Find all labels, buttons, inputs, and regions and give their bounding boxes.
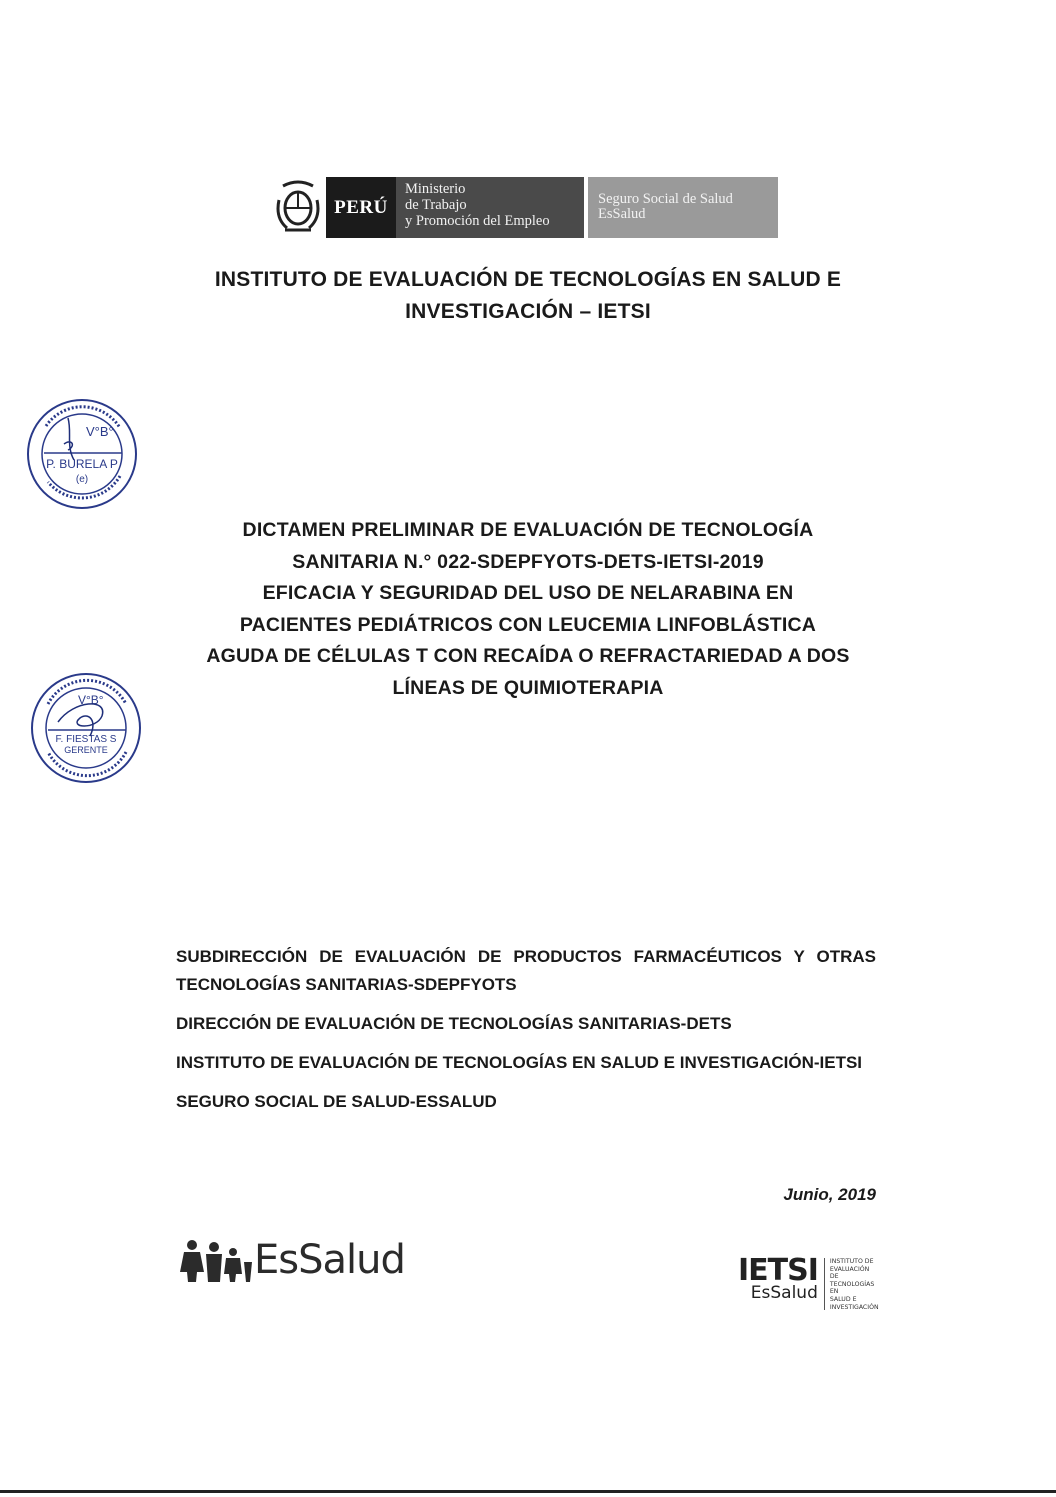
ietsi-small-line: SALUD E: [829, 1295, 857, 1303]
stamp-note-text: (e): [75, 474, 89, 485]
ministry-line: Ministerio: [405, 181, 466, 197]
dictamen-line: DICTAMEN PRELIMINAR DE EVALUACIÓN DE TECNOLOGÍA: [242, 519, 814, 541]
institute-title-line: INVESTIGACIÓN – IETSI: [405, 300, 651, 323]
signature-icon: [58, 704, 103, 736]
credit-subdireccion: SUBDIRECCIÓN DE EVALUACIÓN DE PRODUCTOS FARMACÉUTICOS Y OTRAS TECNOLOGÍAS SANITARIAS-SDEPFYOTS: [176, 947, 876, 994]
ministry-line: y Promoción del Empleo: [405, 213, 550, 229]
official-stamp-icon: [28, 670, 144, 791]
institute-title-line: INSTITUTO DE EVALUACIÓN DE TECNOLOGÍAS EN SALUD E: [214, 268, 842, 291]
dictamen-line: PACIENTES PEDIÁTRICOS CON LEUCEMIA LINFOBLÁSTICA: [239, 613, 817, 636]
ietsi-small-line: INVESTIGACIÓN: [829, 1303, 879, 1311]
ietsi-full-name: [830, 1256, 880, 1311]
official-stamp-icon: [24, 396, 140, 517]
stamp-vb-text: V°B°: [78, 693, 104, 707]
dictamen-line: AGUDA DE CÉLULAS T CON RECAÍDA O REFRACTARIEDAD A DOS: [206, 645, 850, 668]
institute-title: [0, 264, 1056, 328]
stamp-name-text: P. BURELA P: [46, 457, 118, 471]
credit-direccion: DIRECCIÓN DE EVALUACIÓN DE TECNOLOGÍAS SANITARIAS-DETS: [176, 1014, 732, 1033]
stamp-name-text: F. FIESTAS S: [55, 734, 117, 745]
government-header-banner: [270, 177, 778, 238]
ministry-label: [396, 177, 584, 238]
ietsi-small-line: INSTITUTO DE: [829, 1258, 874, 1265]
dictamen-line: SANITARIA N.° 022-SDEPFYOTS-DETS-IETSI-2019: [292, 550, 764, 573]
page-bottom-edge: [0, 1490, 1056, 1493]
agency-line: EsSalud: [598, 206, 646, 222]
essalud-logo: [180, 1238, 405, 1282]
ministry-line: de Trabajo: [405, 197, 467, 213]
credit-instituto: INSTITUTO DE EVALUACIÓN DE TECNOLOGÍAS EN SALUD E INVESTIGACIÓN-IETSI: [176, 1053, 863, 1072]
agency-label: [588, 177, 778, 238]
ietsi-small-line: TECNOLOGÍAS EN: [829, 1280, 875, 1296]
ietsi-wordmark: IETSI: [738, 1253, 818, 1288]
credit-seguro: SEGURO SOCIAL DE SALUD-ESSALUD: [176, 1092, 497, 1111]
ietsi-small-line: EVALUACIÓN DE: [829, 1265, 870, 1281]
dictamen-title: [0, 515, 1056, 705]
authoring-units: [176, 943, 876, 1116]
dictamen-line: LÍNEAS DE QUIMIOTERAPIA: [392, 676, 664, 699]
country-label: PERÚ: [326, 177, 396, 238]
dictamen-line: EFICACIA Y SEGURIDAD DEL USO DE NELARABINA EN: [262, 582, 794, 605]
document-date: Junio, 2019: [783, 1185, 876, 1204]
essalud-wordmark: EsSalud: [254, 1237, 405, 1283]
stamp-role-text: GERENTE: [64, 745, 108, 755]
ietsi-logo: [738, 1253, 880, 1311]
coat-of-arms-icon: [270, 177, 326, 238]
ietsi-divider: [824, 1258, 825, 1310]
family-figures-icon: [180, 1238, 252, 1282]
stamp-vb-text: V°B°: [86, 424, 114, 439]
agency-line: Seguro Social de Salud: [598, 191, 733, 207]
ietsi-sub-wordmark: EsSalud: [750, 1283, 818, 1303]
